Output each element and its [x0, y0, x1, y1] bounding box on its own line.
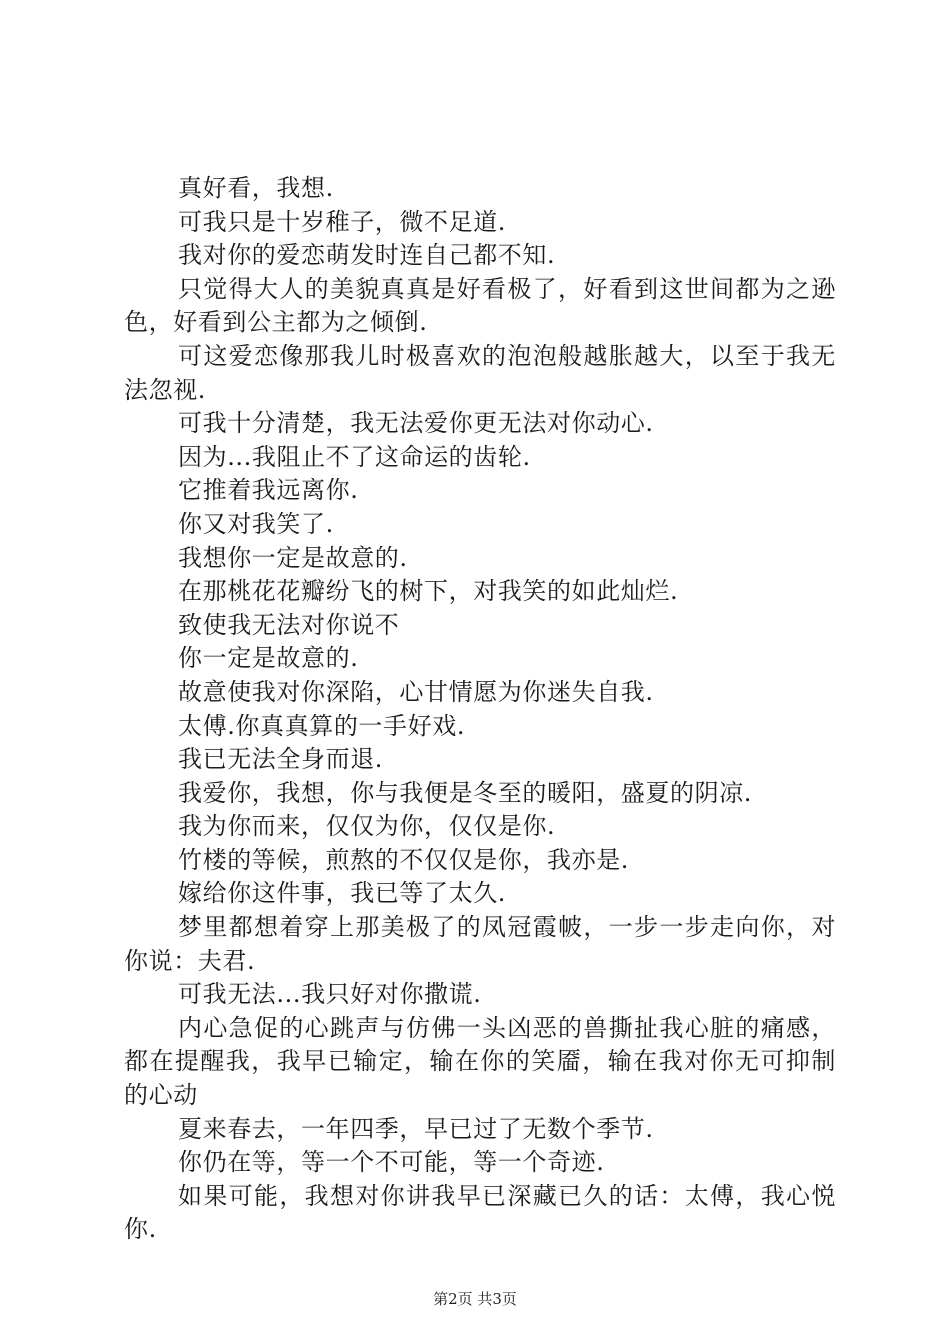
paragraph: 它推着我远离你.: [178, 476, 359, 505]
paragraph: 你仍在等，等一个不可能，等一个奇迹.: [178, 1148, 605, 1177]
paragraph: 内心急促的心跳声与仿佛一头凶恶的兽撕扯我心脏的痛感，都在提醒我，我早已输定，输在你的笑靥，输在我对你无可抑制的心动: [124, 1013, 836, 1110]
paragraph: 可我十分清楚，我无法爱你更无法对你动心.: [178, 409, 654, 438]
paragraph: 故意使我对你深陷，心甘情愿为你迷失自我.: [178, 677, 654, 706]
paragraph: 致使我无法对你说不: [178, 610, 400, 639]
paragraph: 我对你的爱恋萌发时连自己都不知.: [178, 241, 556, 270]
paragraph: 你一定是故意的.: [178, 644, 359, 673]
paragraph: 只觉得大人的美貌真真是好看极了，好看到这世间都为之逊色，好看到公主都为之倾倒.: [124, 274, 836, 337]
paragraph: 可我无法...我只好对你撒谎.: [178, 980, 482, 1009]
paragraph: 你又对我笑了.: [178, 509, 334, 538]
paragraph: 竹楼的等候，煎熬的不仅仅是你，我亦是.: [178, 845, 630, 874]
paragraph: 我已无法全身而退.: [178, 745, 384, 774]
paragraph: 夏来春去，一年四季，早已过了无数个季节.: [178, 1114, 654, 1143]
page-footer: 第2页 共3页: [433, 1290, 517, 1308]
paragraph: 我为你而来，仅仅为你，仅仅是你.: [178, 812, 556, 841]
body-text: [124, 172, 836, 1247]
paragraph: 梦里都想着穿上那美极了的凤冠霞帔，一步一步走向你，对你说：夫君.: [124, 913, 836, 975]
paragraph: 太傅.你真真算的一手好戏.: [178, 711, 466, 740]
paragraph: 嫁给你这件事，我已等了太久.: [178, 879, 507, 908]
paragraph: 真好看，我想.: [178, 174, 334, 202]
paragraph: 如果可能，我想对你讲我早已深藏已久的话：太傅，我心悦你.: [124, 1181, 836, 1244]
paragraph: 在那桃花花瓣纷飞的树下，对我笑的如此灿烂.: [178, 577, 679, 606]
paragraph: 可我只是十岁稚子，微不足道.: [178, 207, 507, 236]
paragraph: 因为...我阻止不了这命运的齿轮.: [178, 442, 531, 471]
paragraph: 可这爱恋像那我儿时极喜欢的泡泡般越胀越大，以至于我无法忽视.: [124, 341, 836, 404]
paragraph: 我爱你，我想，你与我便是冬至的暖阳，盛夏的阴凉.: [178, 778, 753, 807]
paragraph: 我想你一定是故意的.: [178, 543, 408, 572]
